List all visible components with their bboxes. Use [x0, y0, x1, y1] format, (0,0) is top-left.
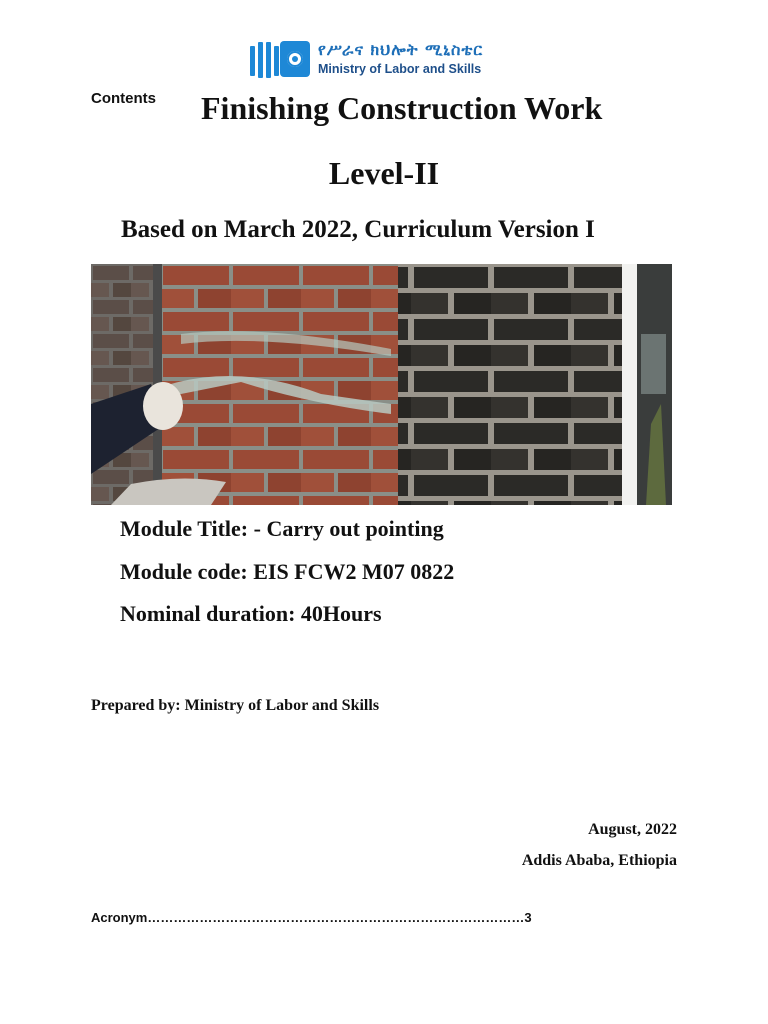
document-title: Finishing Construction Work [201, 90, 603, 126]
module-title: Module Title: - Carry out pointing [120, 516, 444, 541]
publication-date: August, 2022 [588, 821, 677, 838]
toc-leader-dots: …………………………………………………………………………… [147, 910, 525, 925]
toc-entry-acronym[interactable] [91, 910, 532, 925]
ministry-logo [246, 40, 526, 82]
level-heading: Level-II [328, 155, 440, 191]
nominal-duration: Nominal duration: 40Hours [120, 601, 382, 626]
logo-english-text: Ministry of Labor and Skills [318, 62, 482, 76]
logo-amharic-text: የሥራና ክህሎት ሚኒስቴር [318, 40, 484, 59]
gear-icon [280, 41, 310, 77]
brick-pointing-photo [91, 264, 672, 505]
module-code: Module code: EIS FCW2 M07 0822 [120, 559, 455, 584]
curriculum-subtitle: Based on March 2022, Curriculum Version I [121, 216, 595, 243]
contents-label: Contents [91, 90, 156, 107]
toc-item-label: Acronym [91, 910, 148, 925]
prepared-by: Prepared by: Ministry of Labor and Skills [91, 697, 380, 714]
publication-place: Addis Ababa, Ethiopia [521, 852, 677, 869]
toc-page-number: 3 [524, 910, 532, 925]
